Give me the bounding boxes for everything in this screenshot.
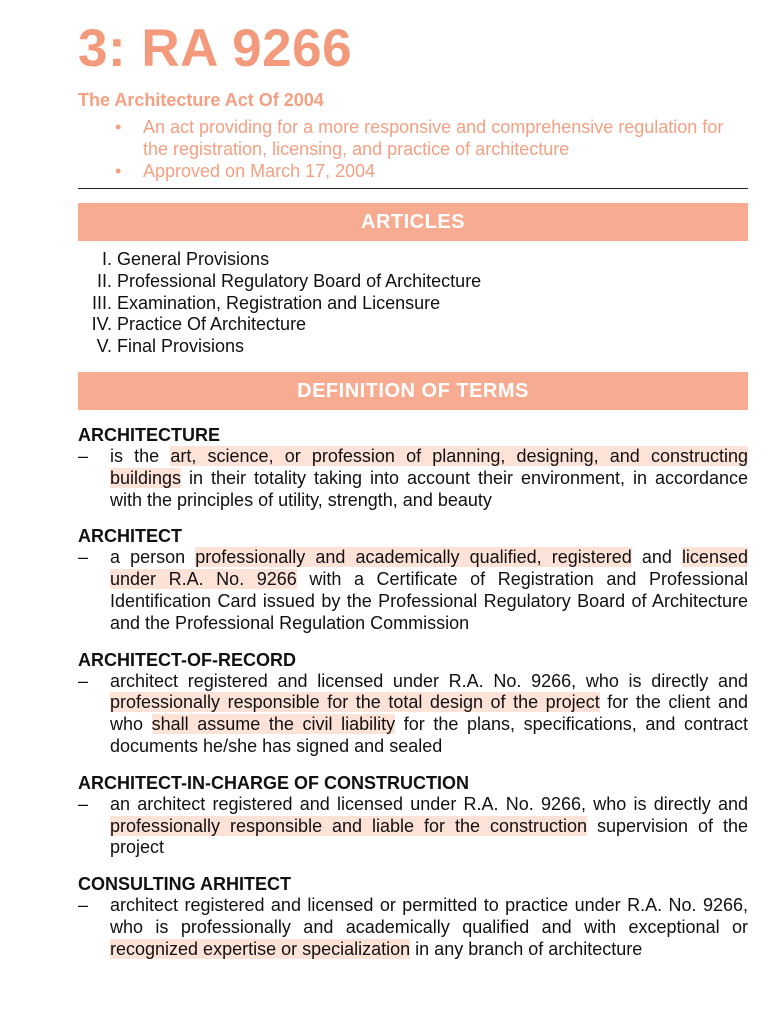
term-heading: CONSULTING ARHITECT [78, 874, 291, 895]
term-heading: ARCHITECT-OF-RECORD [78, 649, 296, 670]
term-definition: – architect registered and licensed or permitted to practice under R.A. No. 9266, who is professionally and academically qualified and with exceptional or recognized expertise or specialization in any branch of architecture [78, 895, 748, 959]
list-item: II. Professional Regulatory Board of Architecture [96, 270, 482, 291]
list-item: IV. Practice Of Architecture [91, 314, 307, 335]
act-subtitle: The Architecture Act Of 2004 [78, 90, 324, 110]
divider [78, 188, 748, 189]
term-architect [78, 525, 748, 634]
term-heading: ARCHITECTURE [78, 424, 220, 445]
list-item: V. Final Provisions [96, 336, 245, 357]
term-definition: – a person professionally and academically qualified, registered and licensed under R.A. No. 9266 with a Certificate of Registration and Professional Identification Card issued by the Professional Regulatory Board of Architecture and the Professional Regulation Commission [78, 547, 748, 633]
page-title: 3: RA 9266 [78, 19, 353, 78]
term-heading: ARCHITECT [78, 526, 182, 547]
highlight: licensed under R.A. No. 9266 [110, 547, 748, 590]
highlight: professionally responsible for the total design of the project [110, 692, 600, 713]
term-architect-of-record [78, 649, 748, 758]
act-bullet-list [78, 116, 748, 182]
bullet-dot-icon: • [115, 117, 122, 137]
highlight: shall assume the civil liability [151, 714, 396, 735]
articles-heading: ARTICLES [78, 203, 748, 241]
highlight: professionally and academically qualified, registered [195, 547, 632, 568]
term-definition: – is the art, science, or profession of planning, designing, and constructing buildings in their totality taking into account their environment, in accordance with the principles of utility, strength, and beauty [78, 445, 748, 510]
definitions-heading: DEFINITION OF TERMS [78, 372, 748, 410]
articles-list [78, 249, 748, 358]
bullet-item: • Approved on March 17, 2004 [115, 161, 376, 181]
list-item: I. General Provisions [101, 249, 270, 269]
term-definition: – an architect registered and licensed under R.A. No. 9266, who is directly and professionally responsible and liable for the construction supervision of the project [78, 793, 748, 858]
bullet-item: • An act providing for a more responsive and comprehensive regulation for the registration, licensing, and practice of architecture [115, 117, 724, 159]
bullet-dot-icon: • [115, 161, 122, 181]
highlight: art, science, or profession of planning, designing, and constructing buildings [110, 445, 748, 488]
document-page [78, 14, 748, 961]
term-architect-in-charge [78, 772, 748, 859]
term-architecture [78, 424, 748, 511]
list-item: III. Examination, Registration and Licensure [91, 292, 441, 313]
highlight: professionally responsible and liable for the construction [110, 815, 588, 836]
term-consulting-architect [78, 873, 748, 960]
highlight: recognized expertise or specialization [110, 938, 411, 959]
term-definition: – architect registered and licensed under R.A. No. 9266, who is directly and professionally responsible for the total design of the project for the client and who shall assume the civil liability for the plans, specifications, and contract documents he/she has signed and sealed [78, 670, 749, 756]
term-heading: ARCHITECT-IN-CHARGE OF CONSTRUCTION [78, 772, 469, 793]
